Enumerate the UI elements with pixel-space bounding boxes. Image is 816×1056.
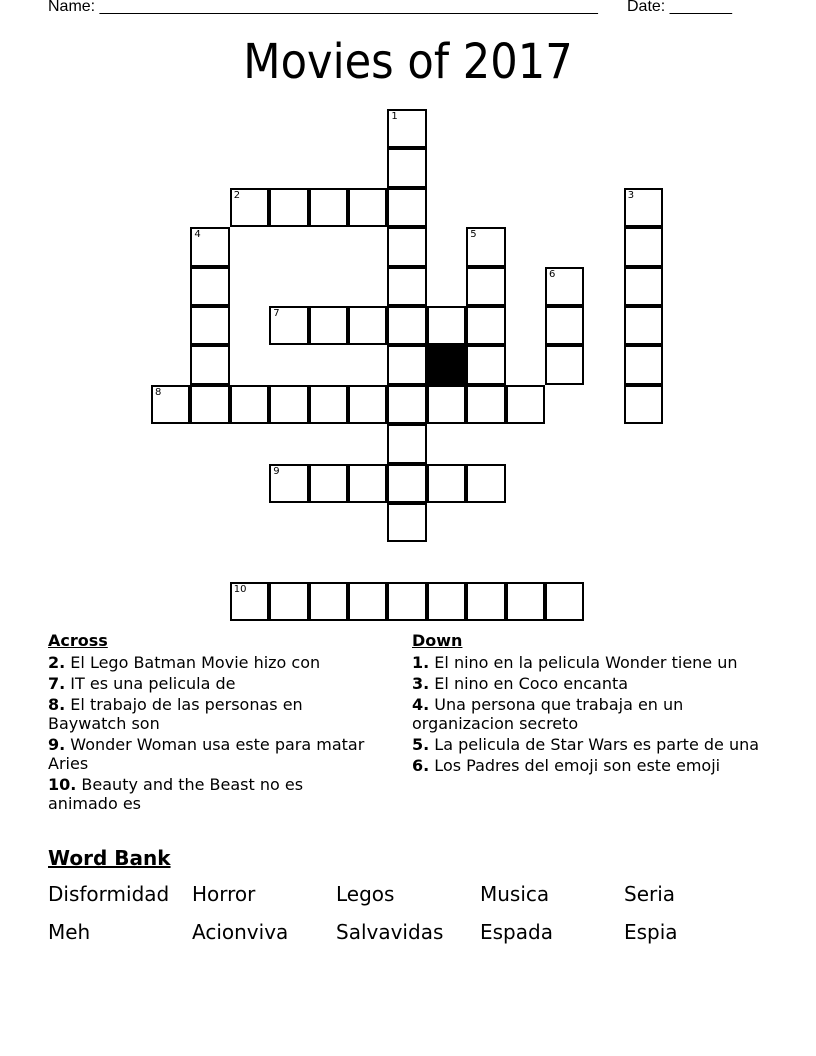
grid-cell[interactable] — [624, 306, 663, 345]
grid-cell[interactable] — [427, 385, 466, 424]
clue-number-label: 7 — [273, 308, 280, 319]
grid-cell[interactable] — [545, 267, 584, 306]
grid-cell[interactable] — [348, 306, 387, 345]
word-bank-item: Espada — [480, 920, 553, 944]
grid-cell[interactable] — [190, 227, 229, 266]
grid-cell[interactable] — [624, 188, 663, 227]
grid-cell[interactable] — [190, 306, 229, 345]
word-bank-item: Meh — [48, 920, 91, 944]
clue-number: 5. — [412, 735, 430, 754]
grid-cell[interactable] — [387, 227, 426, 266]
clue-number-label: 9 — [273, 465, 280, 477]
down-heading: Down — [412, 631, 463, 650]
grid-cell[interactable] — [269, 188, 308, 227]
clue-text: El nino en Coco encanta — [429, 674, 629, 693]
grid-cell[interactable] — [269, 582, 308, 621]
grid-cell[interactable] — [387, 503, 426, 542]
grid-cell[interactable] — [348, 582, 387, 621]
clue-text: El trabajo de las personas en Baywatch son — [48, 695, 303, 733]
clue-across-10 — [48, 775, 368, 813]
clue-across-7 — [48, 674, 368, 693]
grid-cell[interactable] — [427, 582, 466, 621]
grid-cell[interactable] — [269, 306, 308, 345]
grid-cell[interactable] — [387, 582, 426, 621]
clue-number: 1. — [412, 653, 430, 672]
grid-cell[interactable] — [190, 345, 229, 384]
clue-number-label: 4 — [194, 229, 201, 241]
grid-cell[interactable] — [230, 188, 269, 227]
word-bank-item: Espia — [624, 920, 678, 944]
grid-cell[interactable] — [269, 464, 308, 503]
grid-cell[interactable] — [466, 464, 505, 503]
clue-number-label: 2 — [233, 189, 241, 201]
clue-number-label: 10 — [233, 583, 247, 595]
word-bank-item: Salvavidas — [336, 920, 444, 944]
grid-cell[interactable] — [309, 582, 348, 621]
word-bank-item: Acionviva — [192, 920, 289, 944]
grid-cell[interactable] — [387, 148, 426, 187]
clue-text: Los Padres del emoji son este emoji — [429, 756, 721, 775]
grid-cell[interactable] — [506, 385, 545, 424]
word-bank-row — [48, 882, 768, 920]
grid-cell[interactable] — [466, 306, 505, 345]
clue-number-label: 5 — [470, 229, 477, 241]
grid-cell[interactable] — [348, 188, 387, 227]
grid-cell[interactable] — [466, 227, 505, 266]
grid-cell[interactable] — [309, 188, 348, 227]
clue-text: Wonder Woman usa este para matar Aries — [48, 735, 365, 773]
clue-number-label: 1 — [391, 111, 398, 122]
clue-across-2 — [48, 653, 368, 672]
clue-text: Una persona que trabaja en un organizacion secreto — [412, 695, 684, 733]
clue-text: El Lego Batman Movie hizo con — [65, 653, 321, 672]
grid-cell[interactable] — [545, 582, 584, 621]
grid-cell[interactable] — [427, 306, 466, 345]
word-bank-row — [48, 920, 768, 958]
word-bank-item: Disformidad — [48, 882, 170, 906]
grid-cell[interactable] — [427, 464, 466, 503]
clue-text: Beauty and the Beast no es animado es — [48, 775, 304, 813]
clue-down-4 — [412, 695, 762, 733]
grid-cell[interactable] — [387, 385, 426, 424]
black-cell — [427, 345, 466, 384]
grid-cell[interactable] — [387, 188, 426, 227]
grid-cell[interactable] — [624, 267, 663, 306]
grid-cell[interactable] — [348, 464, 387, 503]
grid-cell[interactable] — [387, 424, 426, 463]
clue-number: 10. — [48, 775, 77, 794]
clue-number: 7. — [48, 674, 66, 693]
grid-cell[interactable] — [545, 306, 584, 345]
clue-number: 9. — [48, 735, 66, 754]
across-heading: Across — [48, 631, 108, 650]
clue-number: 3. — [412, 674, 430, 693]
down-clues — [412, 631, 762, 777]
grid-cell[interactable] — [466, 345, 505, 384]
grid-cell[interactable] — [190, 385, 229, 424]
clue-down-3 — [412, 674, 762, 693]
clue-down-5 — [412, 735, 762, 754]
grid-cell[interactable] — [466, 385, 505, 424]
word-bank-item: Seria — [624, 882, 676, 906]
clue-down-1 — [412, 653, 762, 672]
clue-number-label: 6 — [549, 268, 556, 280]
word-bank-item: Horror — [192, 882, 256, 906]
word-bank-item: Legos — [336, 882, 395, 906]
clue-down-6 — [412, 756, 762, 775]
clue-number-label: 3 — [627, 189, 635, 201]
grid-cell[interactable] — [624, 227, 663, 266]
grid-cell[interactable] — [230, 582, 269, 621]
grid-cell[interactable] — [387, 267, 426, 306]
grid-cell[interactable] — [506, 582, 545, 621]
grid-cell[interactable] — [545, 345, 584, 384]
grid-cell[interactable] — [466, 267, 505, 306]
clue-text: La pelicula de Star Wars es parte de una — [429, 735, 760, 754]
clue-across-8 — [48, 695, 368, 733]
grid-cell[interactable] — [624, 385, 663, 424]
grid-cell[interactable] — [309, 306, 348, 345]
grid-cell[interactable] — [348, 385, 387, 424]
date-field-label: Date: _______ — [627, 0, 732, 15]
grid-cell[interactable] — [387, 306, 426, 345]
across-clues — [48, 631, 368, 815]
grid-cell[interactable] — [151, 385, 190, 424]
clue-text: El nino en la pelicula Wonder tiene un — [429, 653, 738, 672]
grid-cell[interactable] — [624, 345, 663, 384]
clue-number-label: 8 — [155, 386, 162, 398]
grid-cell[interactable] — [309, 385, 348, 424]
grid-cell[interactable] — [387, 464, 426, 503]
page-title: Movies of 2017 — [243, 34, 573, 90]
grid-cell[interactable] — [387, 345, 426, 384]
clue-number: 2. — [48, 653, 66, 672]
word-bank-item: Musica — [480, 882, 550, 906]
clue-number: 4. — [412, 695, 430, 714]
word-bank — [48, 882, 768, 958]
grid-cell[interactable] — [309, 464, 348, 503]
clue-across-9 — [48, 735, 368, 773]
grid-cell[interactable] — [387, 109, 426, 148]
word-bank-heading: Word Bank — [48, 846, 171, 870]
grid-cell[interactable] — [190, 267, 229, 306]
name-field-label: Name: ________________________________________________________ — [48, 0, 598, 15]
clue-number: 6. — [412, 756, 430, 775]
grid-cell[interactable] — [230, 385, 269, 424]
clue-text: IT es una pelicula de — [65, 674, 236, 693]
clue-number: 8. — [48, 695, 66, 714]
grid-cell[interactable] — [466, 582, 505, 621]
grid-cell[interactable] — [269, 385, 308, 424]
